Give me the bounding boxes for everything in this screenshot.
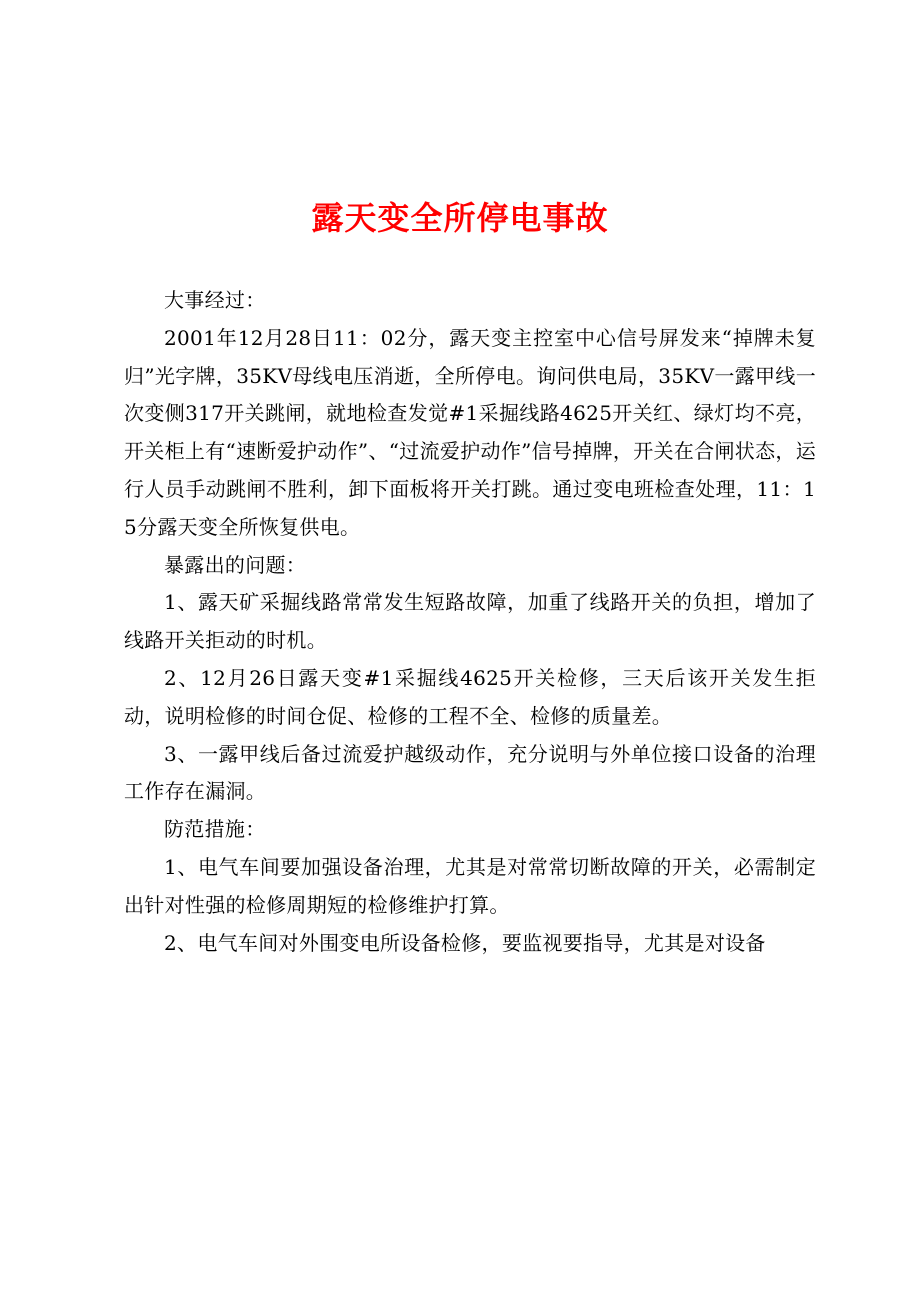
- section-heading-measures: 防范措施：: [164, 817, 266, 842]
- problem-item-3: 3、一露甲线后备过流爱护越级动作，充分说明与外单位接口设备的治理工作存在漏洞。: [124, 741, 816, 804]
- measure-item-1: 1、电气车间要加强设备治理，尤其是对常常切断故障的开关，必需制定出针对性强的检修周期短的检修维护打算。: [124, 854, 816, 917]
- document-title: 露天变全所停电事故: [311, 199, 609, 237]
- section-heading-problems: 暴露出的问题：: [164, 552, 307, 577]
- problem-item-2: 2、12月26日露天变#1采掘线4625开关检修，三天后该开关发生拒动，说明检修的时间仓促、检修的工程不全、检修的质量差。: [124, 665, 816, 728]
- problem-item-1: 1、露天矿采掘线路常常发生短路故障，加重了线路开关的负担，增加了线路开关拒动的时机。: [124, 590, 816, 653]
- measure-item-2: 2、电气车间对外围变电所设备检修，要监视要指导，尤其是对设备: [164, 930, 766, 955]
- section-heading-incident: 大事经过：: [164, 288, 266, 312]
- document-body: [124, 282, 816, 962]
- incident-description: 2001年12月28日11：02分，露天变主控室中心信号屏发来“掉牌未复归”光字牌，35KV母线电压消逝，全所停电。询问供电局，35KV一露甲线一次变侧317开关跳闸，就地检查发觉#1采掘线路4625开关红、绿灯均不亮，开关柜上有“速断爱护动作”、“过流爱护动作”信号掉牌，开关在合闸状态，运行人员手动跳闸不胜利，卸下面板将开关打跳。通过变电班检查处理，11：15分露天变全所恢复供电。: [124, 325, 816, 539]
